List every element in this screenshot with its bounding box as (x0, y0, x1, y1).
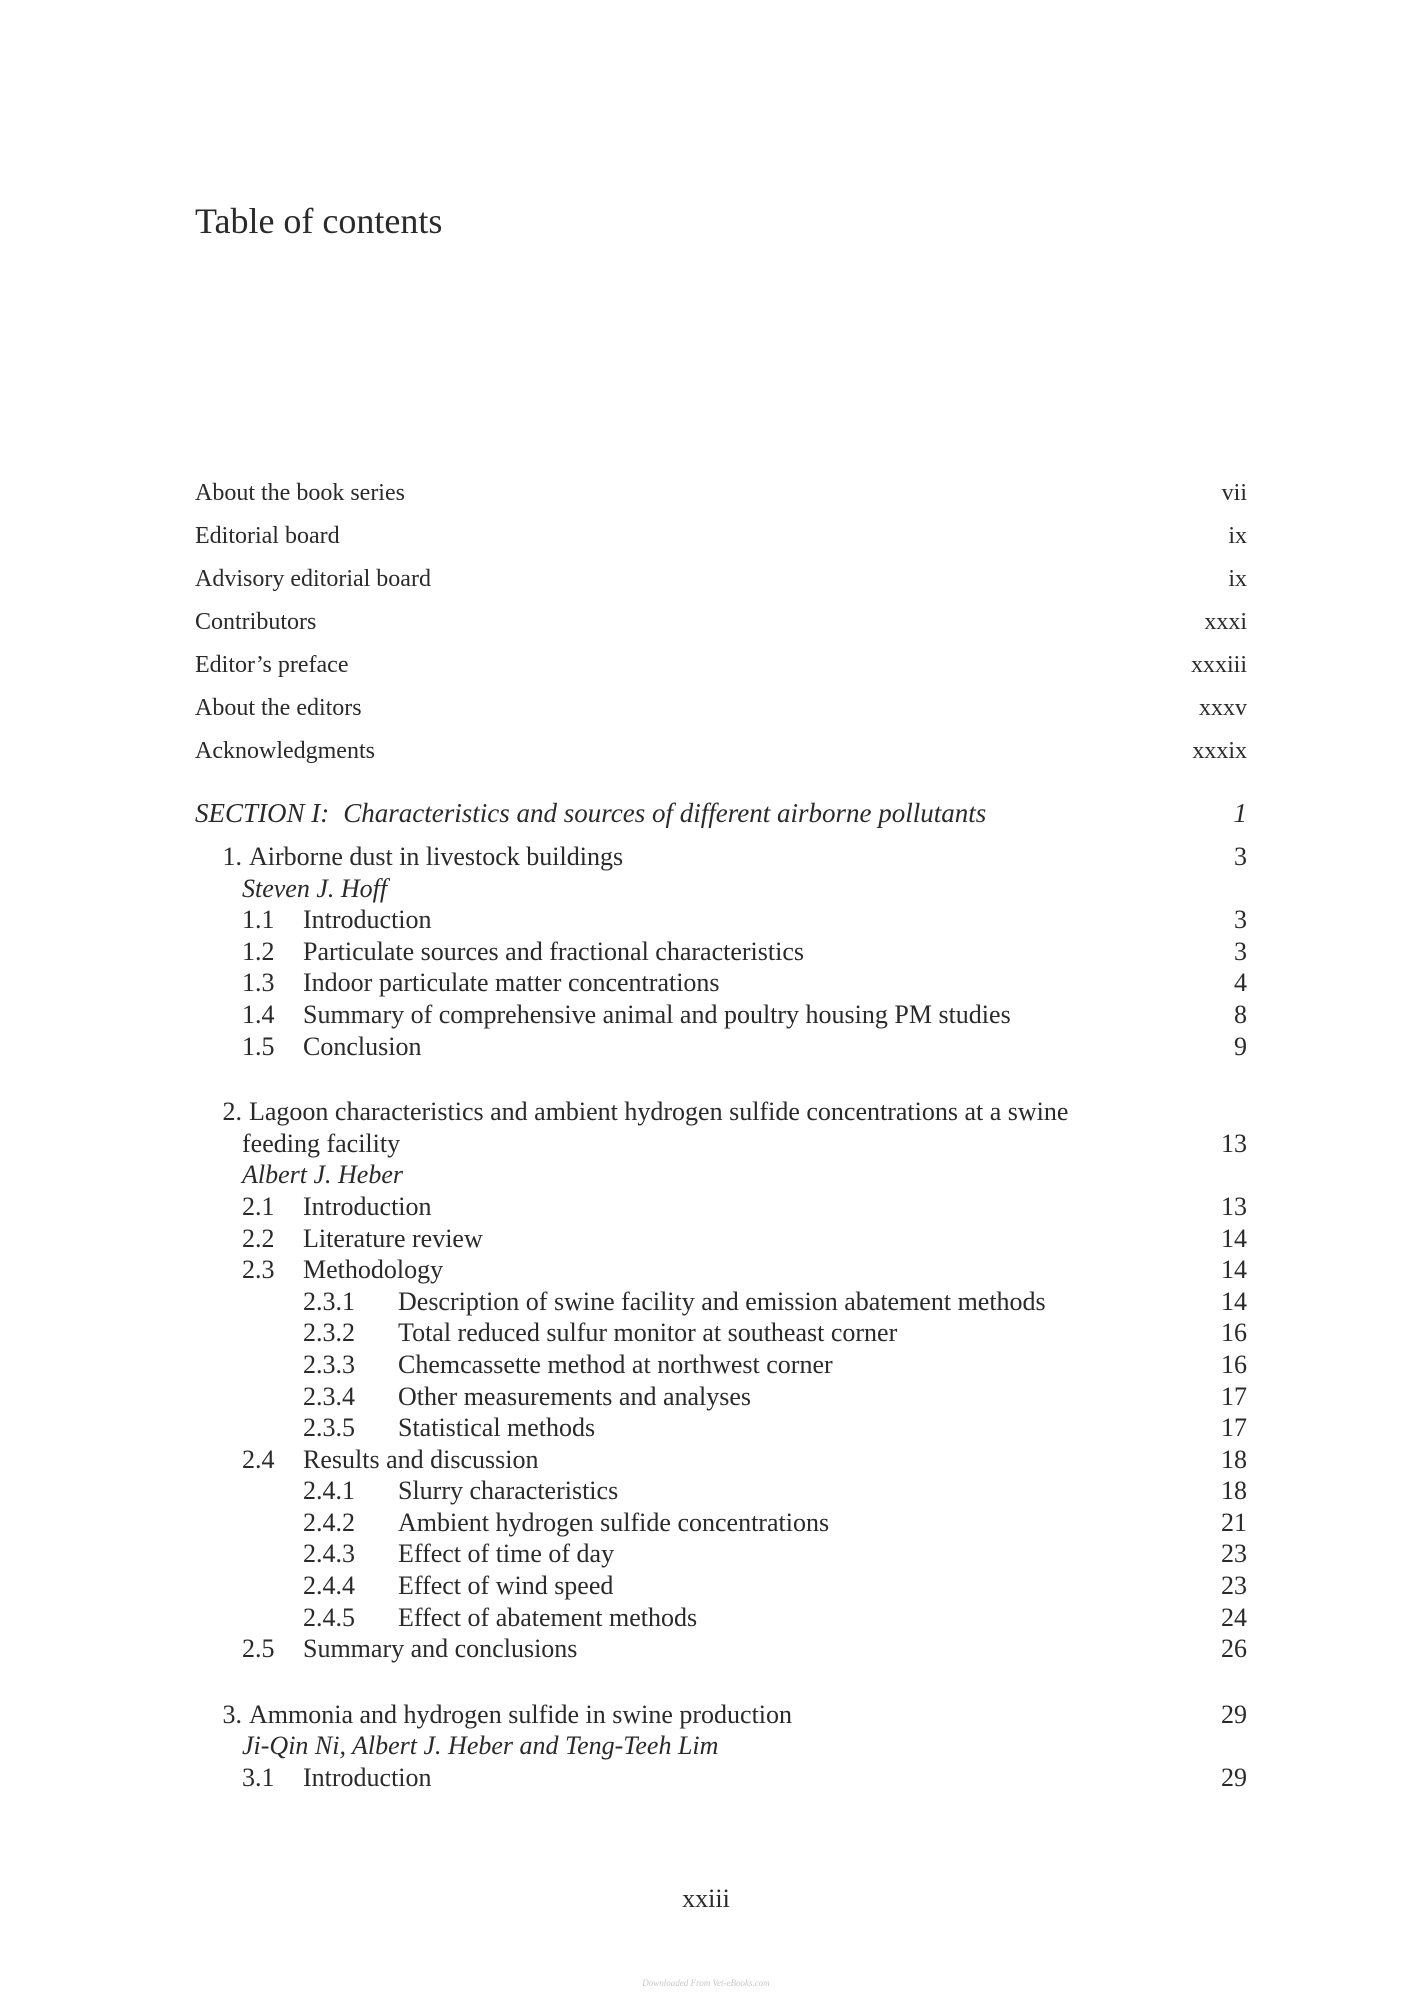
entry-title: Summary of comprehensive animal and poultry housing PM studies (303, 999, 1011, 1029)
subentry-title: Other measurements and analyses (398, 1381, 752, 1411)
subentry-page: 18 (1221, 1476, 1247, 1506)
subentry-title: Chemcassette method at northwest corner (398, 1349, 833, 1379)
entry-number: 1.1 (242, 905, 275, 935)
toc-entry (195, 601, 1247, 644)
toc-entry (195, 1633, 1247, 1665)
entry-page: xxxix (1192, 738, 1247, 764)
chapter-author-row (195, 1159, 1247, 1191)
entry-page: 4 (1234, 968, 1247, 998)
subentry-title: Effect of wind speed (398, 1571, 614, 1601)
chapter-title-row (195, 1699, 1247, 1731)
entry-title: Advisory editorial board (195, 566, 431, 592)
table-of-contents (195, 472, 1247, 1794)
subentry-page: 14 (1221, 1286, 1247, 1316)
entry-number: 1.2 (242, 936, 275, 966)
entry-page: 14 (1221, 1255, 1247, 1285)
subentry-number: 2.3.4 (303, 1381, 355, 1411)
entry-title: About the editors (195, 695, 362, 721)
subentry-title: Statistical methods (398, 1413, 596, 1443)
section-title: Characteristics and sources of different airborne pollutants (343, 798, 987, 828)
chapter-author-row (195, 873, 1247, 905)
subentry-title: Effect of abatement methods (398, 1602, 698, 1632)
subentry-number: 2.3.1 (303, 1286, 355, 1316)
toc-subentry (195, 1317, 1247, 1349)
entry-page: 14 (1221, 1223, 1247, 1253)
chapter-title: Lagoon characteristics and ambient hydrogen sulfide concentrations at a swine (249, 1097, 1069, 1127)
entry-title: Particulate sources and fractional characteristics (303, 936, 804, 966)
subentry-number: 2.3.3 (303, 1349, 355, 1379)
page-number: xxiii (682, 1884, 730, 1913)
toc-entry (195, 515, 1247, 558)
chapter-page: 29 (1221, 1699, 1247, 1729)
toc-subentry (195, 1412, 1247, 1444)
entry-page: vii (1221, 480, 1247, 506)
subentry-page: 16 (1221, 1349, 1247, 1379)
subentry-page: 24 (1221, 1602, 1247, 1632)
chapter-author: Albert J. Heber (242, 1160, 404, 1190)
front-matter-list (195, 472, 1247, 773)
chapter-3 (195, 1699, 1247, 1794)
chapter-1 (195, 841, 1247, 1062)
subentry-page: 17 (1221, 1413, 1247, 1443)
entry-page: 3 (1234, 936, 1247, 966)
chapter-title: Airborne dust in livestock buildings (249, 842, 624, 871)
chapter-title-row (195, 1128, 1247, 1160)
toc-entry (195, 999, 1247, 1031)
entry-number: 2.1 (242, 1191, 275, 1221)
page-title: Table of contents (195, 201, 443, 241)
toc-entry (195, 1223, 1247, 1255)
toc-subentry (195, 1538, 1247, 1570)
toc-entry (195, 1254, 1247, 1286)
chapter-title-continued: feeding facility (242, 1128, 401, 1158)
chapter-title: Ammonia and hydrogen sulfide in swine production (249, 1699, 793, 1729)
toc-entry (195, 1444, 1247, 1476)
chapter-author: Ji-Qin Ni, Albert J. Heber and Teng-Teeh Lim (242, 1731, 719, 1761)
toc-entry (195, 644, 1247, 687)
entry-title: Introduction (303, 905, 432, 935)
entry-page: 8 (1234, 999, 1247, 1029)
toc-subentry (195, 1349, 1247, 1381)
entry-page: 29 (1221, 1763, 1247, 1793)
subentry-number: 2.4.4 (303, 1571, 355, 1601)
subentry-title: Effect of time of day (398, 1539, 615, 1569)
subentry-number: 2.3.2 (303, 1318, 355, 1348)
toc-entry (195, 472, 1247, 515)
entry-title: About the book series (195, 480, 405, 506)
entry-number: 2.3 (242, 1255, 275, 1285)
toc-subentry (195, 1475, 1247, 1507)
subentry-number: 2.4.3 (303, 1539, 355, 1569)
toc-subentry (195, 1570, 1247, 1602)
toc-entry (195, 904, 1247, 936)
entry-title: Summary and conclusions (303, 1634, 578, 1664)
entry-number: 2.4 (242, 1444, 275, 1474)
entry-page: 9 (1234, 1031, 1247, 1061)
entry-page: xxxv (1199, 695, 1247, 721)
entry-number: 3.1 (242, 1763, 275, 1793)
entry-title: Methodology (303, 1255, 444, 1285)
section-label: SECTION I: (195, 798, 330, 828)
chapter-number: 2. (222, 1097, 242, 1127)
entry-number: 1.5 (242, 1031, 275, 1061)
chapter-author-row (195, 1730, 1247, 1762)
toc-entry (195, 1191, 1247, 1223)
entry-number: 1.4 (242, 999, 275, 1029)
entry-page: 26 (1221, 1634, 1247, 1664)
entry-title: Introduction (303, 1191, 432, 1221)
toc-subentry (195, 1286, 1247, 1318)
chapter-number: 1. (222, 842, 242, 871)
subentry-number: 2.4.1 (303, 1476, 355, 1506)
toc-subentry (195, 1602, 1247, 1634)
subentry-number: 2.4.5 (303, 1602, 355, 1632)
entry-title: Results and discussion (303, 1444, 539, 1474)
toc-subentry (195, 1507, 1247, 1539)
entry-number: 2.2 (242, 1223, 275, 1253)
subentry-page: 17 (1221, 1381, 1247, 1411)
subentry-title: Ambient hydrogen sulfide concentrations (398, 1507, 830, 1537)
subentry-number: 2.3.5 (303, 1413, 355, 1443)
toc-entry (195, 558, 1247, 601)
toc-entry (195, 687, 1247, 730)
toc-subentry (195, 1381, 1247, 1413)
toc-entry (195, 1762, 1247, 1794)
entry-page: 13 (1221, 1191, 1247, 1221)
chapter-page: 13 (1221, 1128, 1247, 1158)
toc-entry (195, 1031, 1247, 1063)
toc-entry (195, 730, 1247, 773)
subentry-title: Total reduced sulfur monitor at southeast corner (398, 1318, 898, 1348)
entry-page: xxxi (1204, 609, 1247, 635)
entry-title: Literature review (303, 1223, 483, 1253)
subentry-page: 23 (1221, 1571, 1247, 1601)
subentry-title: Description of swine facility and emission abatement methods (398, 1286, 1046, 1316)
entry-title: Contributors (195, 609, 317, 635)
watermark: Downloaded From Vet-eBooks.com (642, 1978, 770, 1988)
subentry-page: 23 (1221, 1539, 1247, 1569)
chapter-number: 3. (222, 1699, 242, 1729)
chapter-title-row (195, 841, 1247, 873)
subentry-page: 21 (1221, 1507, 1247, 1537)
entry-number: 2.5 (242, 1634, 275, 1664)
toc-entry (195, 967, 1247, 999)
entry-page: 3 (1234, 905, 1247, 935)
entry-title: Indoor particulate matter concentrations (303, 968, 720, 998)
chapter-title-row (195, 1096, 1247, 1128)
subentry-page: 16 (1221, 1318, 1247, 1348)
entry-page: ix (1228, 566, 1247, 592)
subentry-title: Slurry characteristics (398, 1476, 619, 1506)
subentry-number: 2.4.2 (303, 1507, 355, 1537)
section-heading (195, 789, 1247, 837)
entry-title: Acknowledgments (195, 738, 375, 764)
entry-page: xxxiii (1190, 652, 1247, 678)
chapter-page: 3 (1234, 842, 1247, 871)
chapter-2 (195, 1096, 1247, 1665)
entry-title: Editor’s preface (195, 652, 349, 678)
entry-page: ix (1228, 523, 1247, 549)
entry-title: Editorial board (195, 523, 340, 549)
toc-entry (195, 936, 1247, 968)
entry-title: Introduction (303, 1763, 432, 1793)
section-page: 1 (1233, 798, 1247, 828)
entry-title: Conclusion (303, 1031, 422, 1061)
chapter-author: Steven J. Hoff (242, 873, 388, 903)
entry-page: 18 (1221, 1444, 1247, 1474)
entry-number: 1.3 (242, 968, 275, 998)
